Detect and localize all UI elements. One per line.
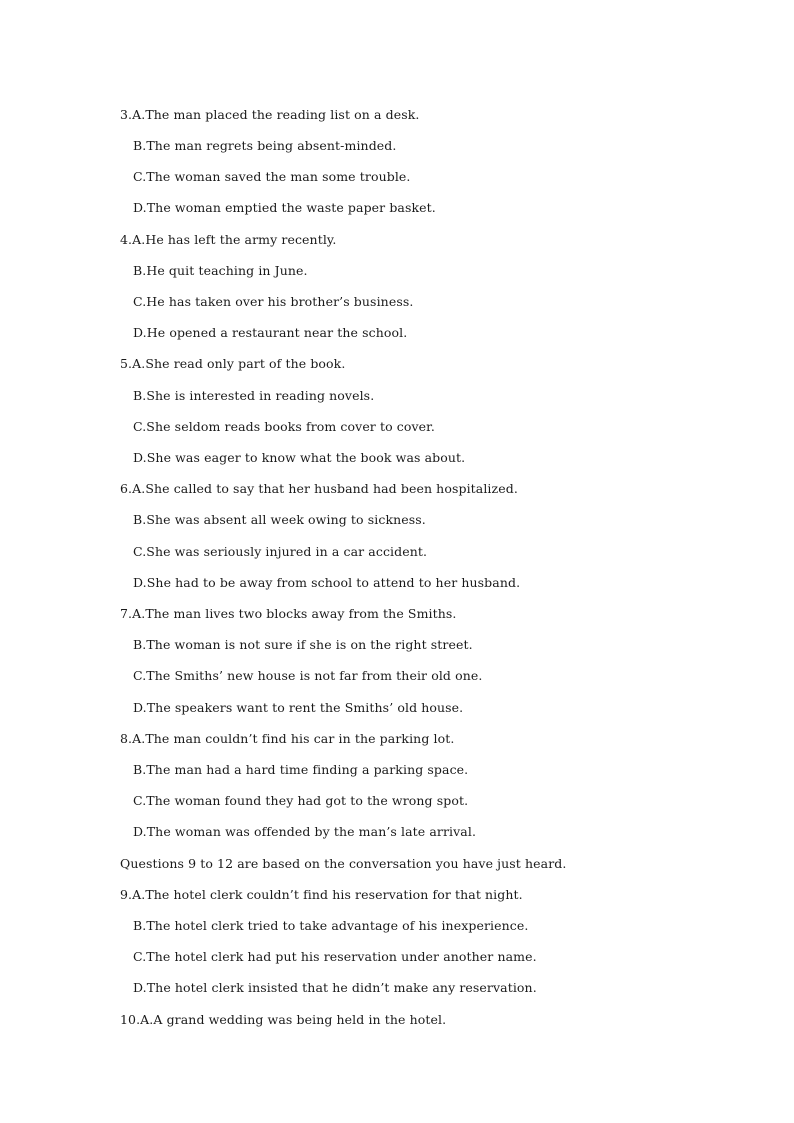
- question-6-option-b: B.She was absent all week owing to sickness.: [133, 512, 426, 527]
- question-8-option-c: C.The woman found they had got to the wrong spot.: [133, 793, 469, 808]
- question-8-option-a: 8.A.The man couldn’t find his car in the parking lot.: [120, 731, 455, 746]
- question-7-option-a: 7.A.The man lives two blocks away from the Smiths.: [120, 606, 457, 621]
- question-5-option-b: B.She is interested in reading novels.: [133, 388, 375, 403]
- section-instruction: Questions 9 to 12 are based on the conversation you have just heard.: [120, 856, 567, 871]
- question-3-option-d: D.The woman emptied the waste paper basket.: [133, 200, 436, 215]
- question-8-option-b: B.The man had a hard time finding a parking space.: [133, 762, 469, 777]
- question-6-option-c: C.She was seriously injured in a car accident.: [133, 544, 428, 559]
- question-8-option-d: D.The woman was offended by the man’s late arrival.: [133, 824, 477, 839]
- question-6-option-a: 6.A.She called to say that her husband had been hospitalized.: [120, 481, 518, 496]
- question-5-option-c: C.She seldom reads books from cover to cover.: [133, 419, 435, 434]
- question-7-option-d: D.The speakers want to rent the Smiths’ old house.: [133, 700, 464, 715]
- question-7-option-c: C.The Smiths’ new house is not far from their old one.: [133, 668, 483, 683]
- question-4-option-d: D.He opened a restaurant near the school.: [133, 325, 408, 340]
- question-3-option-a: 3.A.The man placed the reading list on a desk.: [120, 107, 420, 122]
- question-9-option-a: 9.A.The hotel clerk couldn’t find his reservation for that night.: [120, 887, 523, 902]
- question-4-option-c: C.He has taken over his brother’s business.: [133, 294, 414, 309]
- question-9-option-b: B.The hotel clerk tried to take advantage of his inexperience.: [133, 918, 529, 933]
- question-5-option-a: 5.A.She read only part of the book.: [120, 356, 346, 371]
- question-6-option-d: D.She had to be away from school to attend to her husband.: [133, 575, 521, 590]
- question-9-option-d: D.The hotel clerk insisted that he didn’t make any reservation.: [133, 980, 537, 995]
- question-3-option-b: B.The man regrets being absent-minded.: [133, 138, 397, 153]
- question-5-option-d: D.She was eager to know what the book was about.: [133, 450, 466, 465]
- question-4-option-a: 4.A.He has left the army recently.: [120, 232, 337, 247]
- question-7-option-b: B.The woman is not sure if she is on the right street.: [133, 637, 473, 652]
- question-3-option-c: C.The woman saved the man some trouble.: [133, 169, 411, 184]
- question-10-option-a: 10.A.A grand wedding was being held in the hotel.: [120, 1012, 447, 1027]
- question-4-option-b: B.He quit teaching in June.: [133, 263, 308, 278]
- question-9-option-c: C.The hotel clerk had put his reservation under another name.: [133, 949, 537, 964]
